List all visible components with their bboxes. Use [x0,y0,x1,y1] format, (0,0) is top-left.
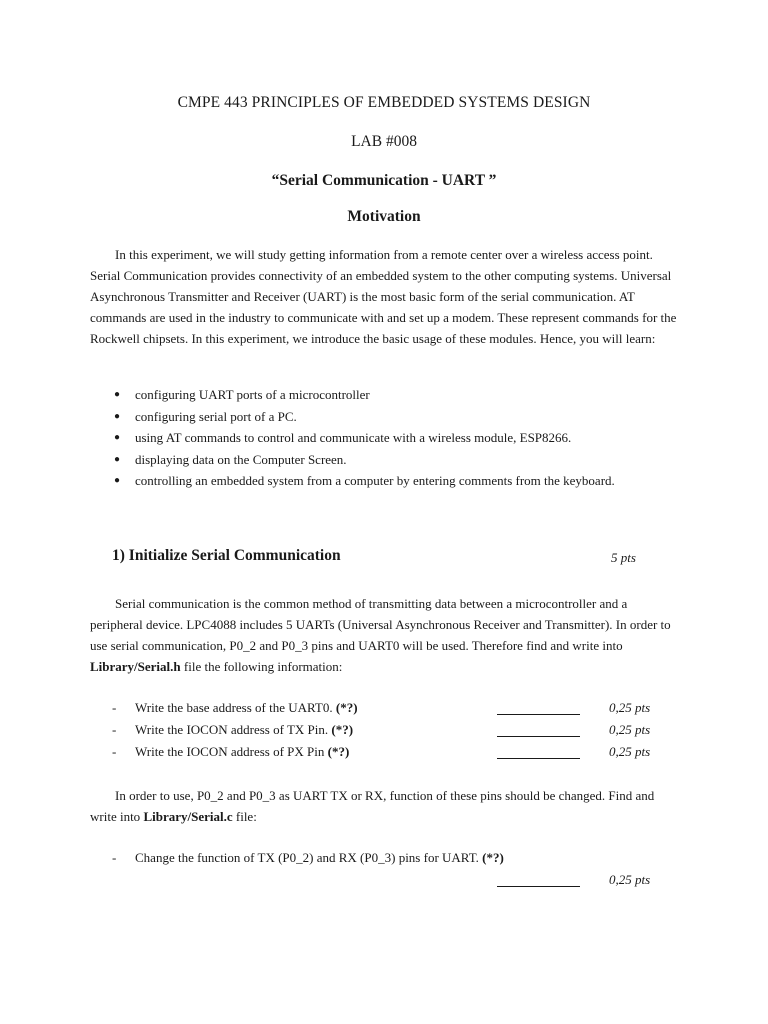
list-item-text: displaying data on the Computer Screen. [135,451,347,467]
list-item-text: controlling an embedded system from a computer by entering comments from the keyboard. [135,473,615,488]
question-marker: (*?) [482,850,504,865]
intro-paragraph [90,244,680,349]
dash-marker: - [112,722,117,737]
lab-number: LAB #008 [351,133,417,150]
task-text: Change the function of TX (P0_2) and RX (P0_3) pins for UART. (*?) [135,850,504,865]
dash-marker: - [112,700,117,715]
task-answer-row [112,872,672,892]
bullet-icon: ● [114,410,121,422]
task-text: Write the base address of the UART0. (*?) [135,700,358,715]
list-item-text: configuring serial port of a PC. [135,408,297,424]
file-name: Library/Serial.c [143,809,233,824]
task-points: 0,25 pts [609,872,651,887]
list-item [90,449,690,471]
section-heading: 1) Initialize Serial Communication [112,547,341,564]
list-item [90,470,690,492]
task-points: 0,25 pts [609,744,651,759]
task-text: Write the IOCON address of TX Pin. (*?) [135,722,354,737]
section-paragraph [90,593,680,677]
task-item [112,744,672,764]
task-points: 0,25 pts [609,722,651,737]
list-item [90,384,690,406]
bullet-icon: ● [114,475,121,486]
lab-subtitle: “Serial Communication - UART ” [271,172,497,189]
task-item [112,850,672,870]
list-item-text: configuring UART ports of a microcontroller [135,387,370,402]
task-points: 0,25 pts [609,700,651,715]
list-item [90,406,690,428]
course-title: CMPE 443 PRINCIPLES OF EMBEDDED SYSTEMS DESIGN [177,94,591,111]
dash-marker: - [112,744,117,759]
paragraph-text: file the following information: [180,659,343,674]
list-item [90,427,690,449]
intro-text: In this experiment, we will study getting information from a remote center over a wireless access point. Serial Communication provides connectivity of an embedded system to the other computing systems. Universal Asynchronous Transmitter and Receiver (UART) is the most basic form of the serial communication. AT commands are used in the industry to communicate with and set up a modem. These represent commands for the Rockwell chipsets. In this experiment, we introduce the basic usage of these modules. Hence, you will learn: [90,247,677,346]
bullet-icon: ● [114,432,121,443]
question-marker: (*?) [327,744,350,759]
bullet-icon: ● [114,389,121,400]
task-item [112,722,672,742]
paragraph-text: In order to use, P0_2 and P0_3 as UART TX or RX, function of these pins should be changed. Find and write into [90,788,655,824]
bullet-icon: ● [114,453,121,465]
file-name: Library/Serial.h [90,659,181,674]
answer-blank[interactable] [497,722,580,737]
learning-objectives-list [90,384,690,492]
motivation-heading: Motivation [347,208,421,225]
question-marker: (*?) [331,722,354,737]
answer-blank[interactable] [497,700,580,715]
task-text: Write the IOCON address of PX Pin (*?) [135,744,350,759]
paragraph-text: file: [232,809,257,824]
answer-blank[interactable] [497,744,580,759]
section-points: 5 pts [611,550,636,565]
task-item [112,700,672,720]
dash-marker: - [112,850,117,865]
section-paragraph-2 [90,785,680,827]
paragraph-text: Serial communication is the common method of transmitting data between a microcontroller and a peripheral device. LPC4088 includes 5 UARTs (Universal Asynchronous Receiver and Transmitter). In order to use serial communication, P0_2 and P0_3 pins and UART0 will be used. Therefore find and write into [90,596,671,653]
list-item-text: using AT commands to control and communicate with a wireless module, ESP8266. [135,430,572,445]
answer-blank[interactable] [497,872,580,887]
question-marker: (*?) [335,700,358,715]
